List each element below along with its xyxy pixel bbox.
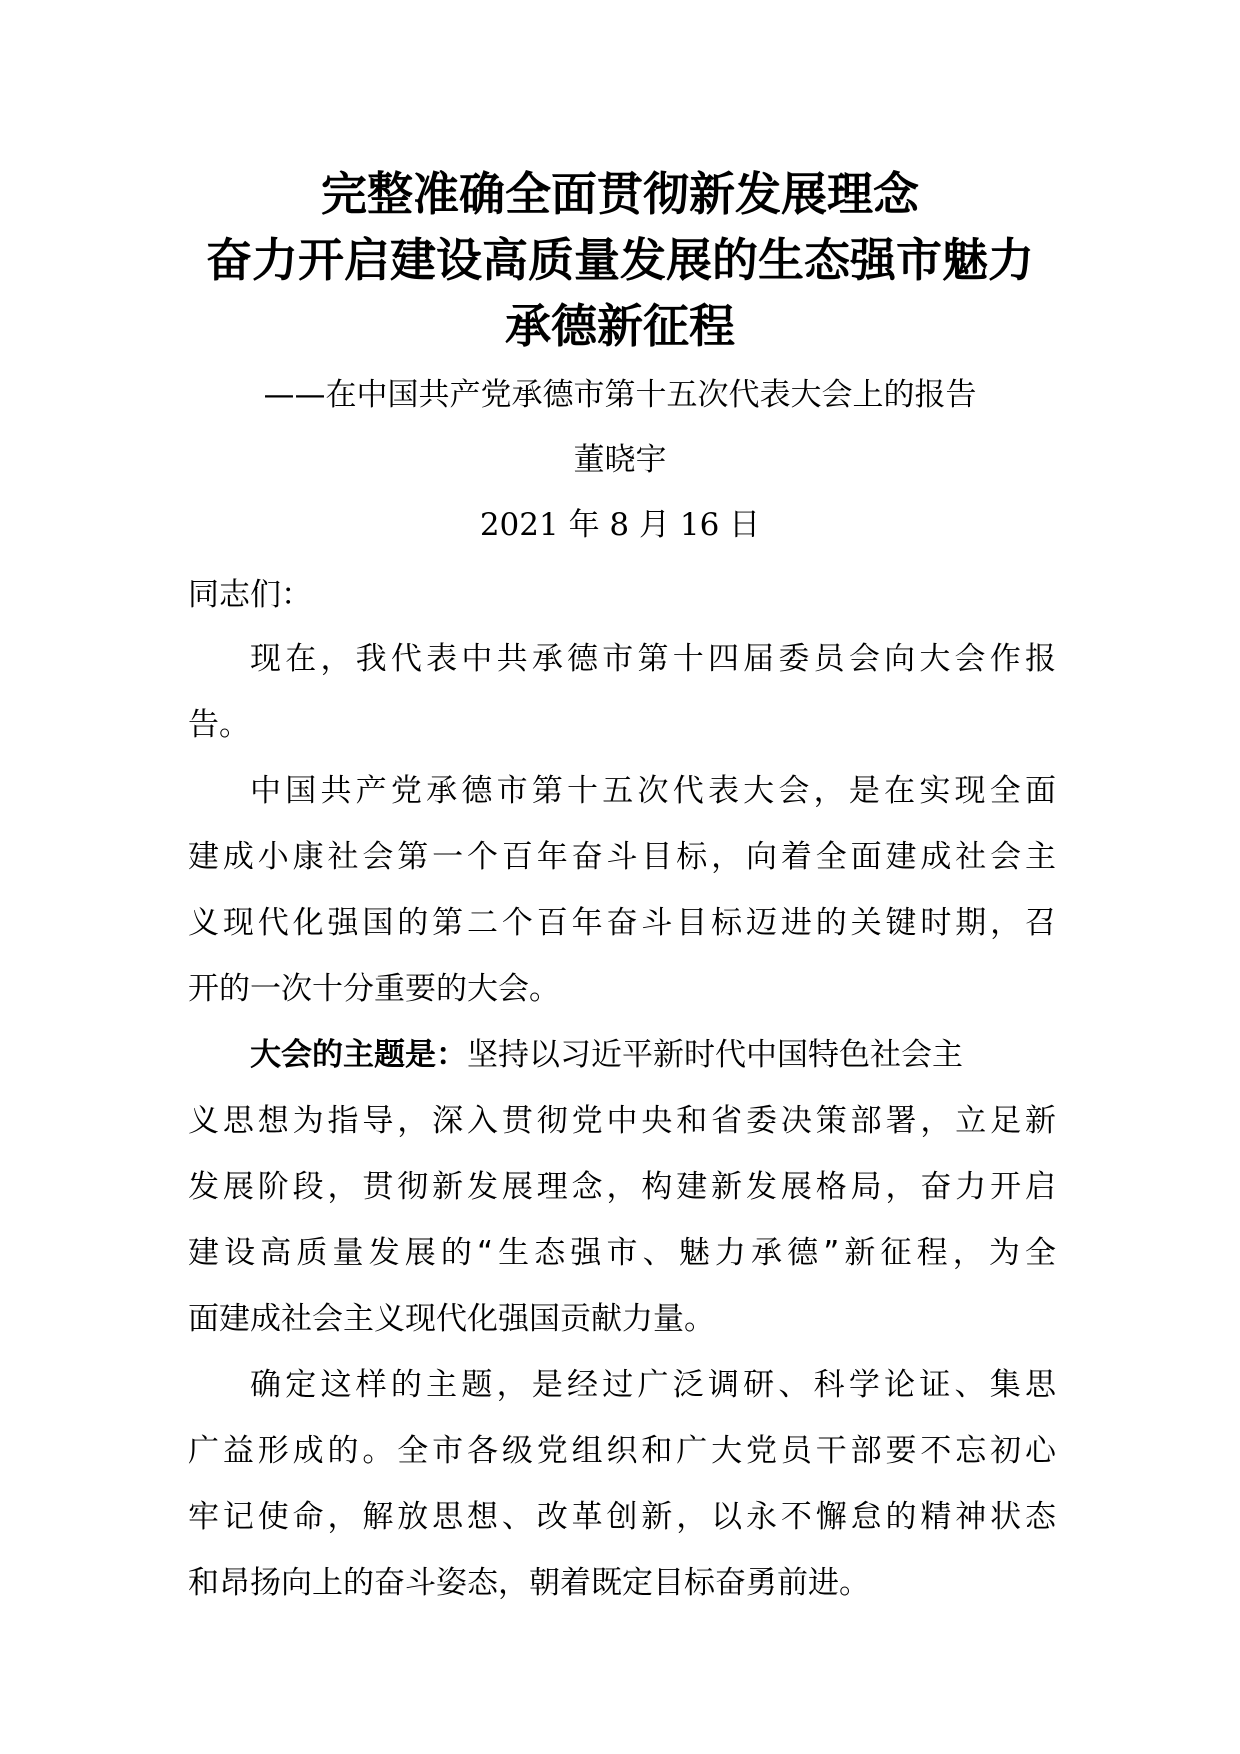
paragraph-line: 牢记使命，解放思想、改革创新，以永不懈怠的精神状态 (188, 1499, 1056, 1535)
paragraph-line: 发展阶段，贯彻新发展理念，构建新发展格局，奋力开启 (188, 1169, 1056, 1205)
paragraph-line: 建成小康社会第一个百年奋斗目标，向着全面建成社会主 (188, 839, 1056, 875)
paragraph-first-line (188, 1022, 1056, 1088)
title-line-2: 奋力开启建设高质量发展的生态强市魅力 (206, 233, 1034, 287)
paragraph-4 (188, 1352, 1056, 1616)
paragraph-line: 义现代化强国的第二个百年奋斗目标迈进的关键时期，召 (188, 905, 1056, 941)
paragraph-line: 面建成社会主义现代化强国贡献力量。 (188, 1301, 715, 1337)
paragraph-3 (188, 1022, 1056, 1352)
title-line-1: 完整准确全面贯彻新发展理念 (321, 167, 919, 221)
paragraph-line: 现在，我代表中共承德市第十四届委员会向大会作报 (250, 641, 1056, 677)
paragraph-line: 和昂扬向上的奋斗姿态，朝着既定目标奋勇前进。 (188, 1565, 870, 1601)
paragraph-line: 确定这样的主题，是经过广泛调研、科学论证、集思 (250, 1367, 1056, 1403)
paragraph-line: 中国共产党承德市第十五次代表大会，是在实现全面 (250, 773, 1056, 809)
paragraph-2 (188, 758, 1056, 1022)
title-line-3: 承德新征程 (505, 299, 735, 353)
paragraph-1 (188, 626, 1056, 758)
paragraph-line: 开的一次十分重要的大会。 (188, 971, 560, 1007)
report-subtitle: ——在中国共产党承德市第十五次代表大会上的报告 (263, 377, 977, 413)
paragraph-line: 建设高质量发展的“生态强市、魅力承德”新征程，为全 (188, 1235, 1056, 1271)
salutation: 同志们： (188, 577, 312, 613)
report-date: 2021 年 8 月 16 日 (479, 507, 761, 543)
theme-lead: 大会的主题是： (250, 1037, 467, 1073)
paragraph-line: 广益形成的。全市各级党组织和广大党员干部要不忘初心 (188, 1433, 1056, 1469)
paragraph-line: 告。 (188, 707, 250, 743)
paragraph-line-text: 坚持以习近平新时代中国特色社会主 (467, 1037, 963, 1073)
author-name: 董晓宇 (573, 442, 667, 478)
paragraph-line: 义思想为指导，深入贯彻党中央和省委决策部署，立足新 (188, 1103, 1056, 1139)
